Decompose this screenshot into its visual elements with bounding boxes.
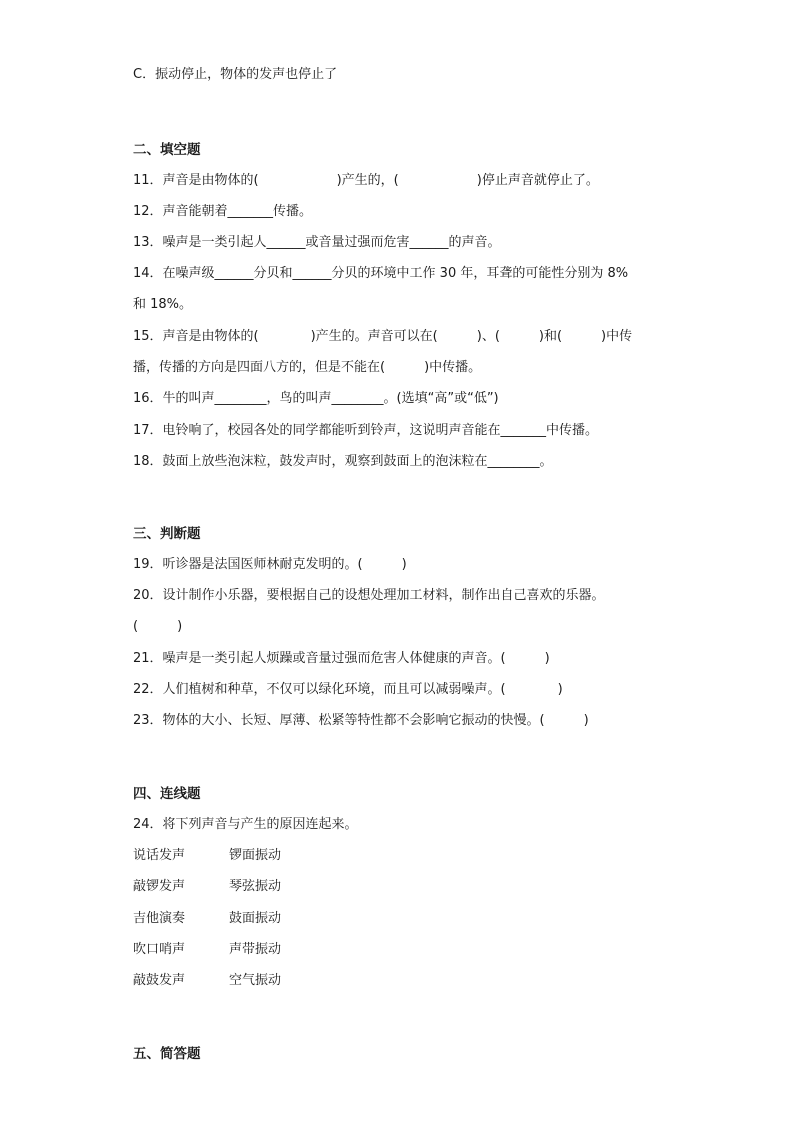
question-20: 20．设计制作小乐器，要根据自己的设想处理加工材料，制作出自己喜欢的乐器。 (133, 588, 605, 603)
match-cause-item: 空气振动 (229, 973, 282, 988)
section-heading-true-false: 三、判断题 (133, 526, 201, 542)
section-heading-fill-in: 二、填空题 (133, 142, 201, 158)
match-cause-item: 声带振动 (229, 942, 282, 957)
section-heading-short-answer: 五、简答题 (133, 1046, 201, 1062)
question-14: 14．在噪声级______分贝和______分贝的环境中工作 30 年，耳聋的可能性分别为 8% (133, 266, 629, 281)
question-14-continued: 和 18%。 (133, 297, 193, 312)
question-11: 11．声音是由物体的( )产生的，( )停止声音就停止了。 (133, 173, 599, 188)
question-13: 13．噪声是一类引起人______或音量过强而危害______的声音。 (133, 235, 501, 250)
question-15-continued: 播，传播的方向是四面八方的，但是不能在( )中传播。 (133, 360, 482, 375)
match-cause-item: 琴弦振动 (229, 879, 282, 894)
match-cause-item: 鼓面振动 (229, 911, 282, 926)
section-heading-matching: 四、连线题 (133, 786, 201, 802)
question-23: 23．物体的大小、长短、厚薄、松紧等特性都不会影响它振动的快慢。( ) (133, 713, 589, 728)
question-18: 18．鼓面上放些泡沫粒，鼓发声时，观察到鼓面上的泡沫粒在________。 (133, 454, 553, 469)
question-15: 15．声音是由物体的( )产生的。声音可以在( )、( )和( )中传 (133, 329, 633, 344)
question-24: 24．将下列声音与产生的原因连起来。 (133, 817, 358, 832)
match-sound-item: 敲鼓发声 (133, 973, 186, 988)
match-sound-item: 说话发声 (133, 848, 186, 863)
match-cause-item: 锣面振动 (229, 848, 282, 863)
match-sound-item: 吹口哨声 (133, 942, 186, 957)
question-22: 22．人们植树和种草，不仅可以绿化环境，而且可以减弱噪声。( ) (133, 682, 563, 697)
question-21: 21．噪声是一类引起人烦躁或音量过强而危害人体健康的声音。( ) (133, 651, 550, 666)
previous-option-c: C．振动停止，物体的发声也停止了 (133, 67, 338, 82)
match-sound-item: 敲锣发声 (133, 879, 186, 894)
question-20-answer-bracket: ( ) (133, 619, 183, 634)
match-sound-item: 吉他演奏 (133, 911, 186, 926)
question-16: 16．牛的叫声________，鸟的叫声________。(选填“高”或“低”) (133, 391, 499, 406)
question-17: 17．电铃响了，校园各处的同学都能听到铃声，这说明声音能在_______中传播。 (133, 423, 599, 438)
question-19: 19．听诊器是法国医师林耐克发明的。( ) (133, 557, 407, 572)
question-12: 12．声音能朝着_______传播。 (133, 204, 313, 219)
